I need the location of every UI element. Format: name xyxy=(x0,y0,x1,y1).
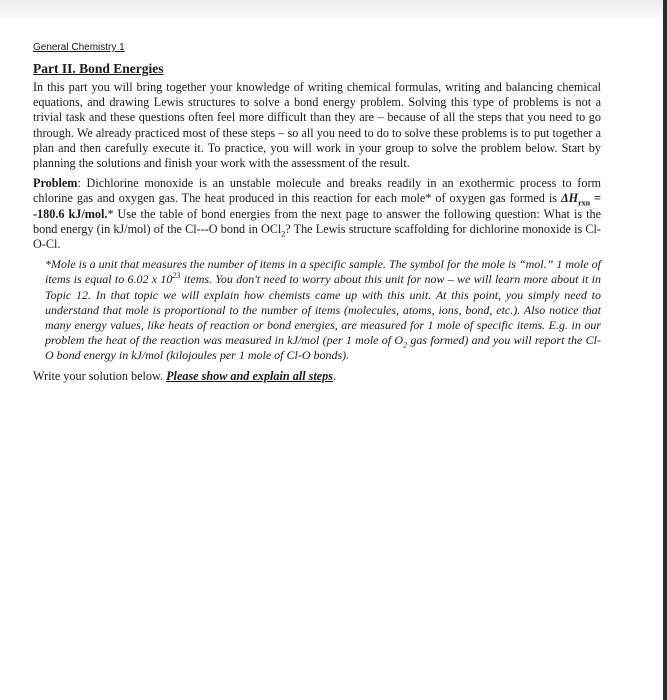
ocl2-subscript: 2 xyxy=(281,229,286,239)
o2-subscript: 2 xyxy=(403,340,408,350)
delta-h-label: $\Delta H_{rxn} = -180.6$ kJ/mol. xyxy=(33,191,601,221)
problem-paragraph xyxy=(33,176,601,252)
mole-footnote: *Mole is a unit that measures the number of items in a specific sample. The symbol for the mole is “mol.” 1 mole of items is equal to 6.02 x $10^{23}$ items. You don't need to worry about this unit for now – we will learn more about it in Topic 12. In that topic we will explain how chemists came up with this unit. At this point, you simply need to understand that mole is proportional to the number of items (molecules, atoms, ions, bond, etc.). Also notice that many energy values, like heats of reaction or bond energies, are measured for 1 mole of specific items. E.g. in our problem the heat of the reaction was measured in kJ/mol (per 1 mole of $O_2$ gas formed) and you will report the Cl-O bond energy in kJ/mol (kilojoules per 1 mole of Cl-O bonds). xyxy=(45,257,602,363)
page-edge-bar xyxy=(663,0,667,700)
section-heading: Part II. Bond Energies xyxy=(33,61,164,76)
document-page xyxy=(33,42,601,389)
instruction-emphasis: Please show and explain all steps xyxy=(166,368,334,383)
problem-label: Problem xyxy=(33,176,78,191)
instruction-line: Write your solution below. Please show and explain all steps. xyxy=(33,368,337,383)
course-title: General Chemistry 1 xyxy=(33,42,125,53)
intro-paragraph: In this part you will bring together your knowledge of writing chemical formulas, writing and balancing chemical equations, and drawing Lewis structures to solve a bond energy problem. Solving this type of problems is not a trivial task and these questions often feel more difficult than they are – because of all the steps that you need to go through. We already practiced most of these steps – so all you need to do to solve these problems is to put together a plan and then carefully execute it. To practice, you will work in your group to solve the problem below. Start by planning the solutions and finish your work with the assessment of the result. xyxy=(33,80,601,171)
problem-text-1: : Dichlorine monoxide is an unstable molecule and breaks readily in an exothermic process to form chlorine gas and oxygen gas. The heat produced in this reaction for each mole* of oxygen gas formed is xyxy=(33,176,601,206)
problem-text-2: * Use the table of bond energies from the next page to answer the following question: What is the bond energy (in kJ/mol) of the Cl---O bond in OCl xyxy=(33,206,601,236)
top-shadow-band xyxy=(0,0,667,18)
problem-text-3: ? The Lewis structure scaffolding for dichlorine monoxide is Cl-O-Cl. xyxy=(33,221,601,252)
avogadro-exponent: 23 xyxy=(172,271,181,281)
